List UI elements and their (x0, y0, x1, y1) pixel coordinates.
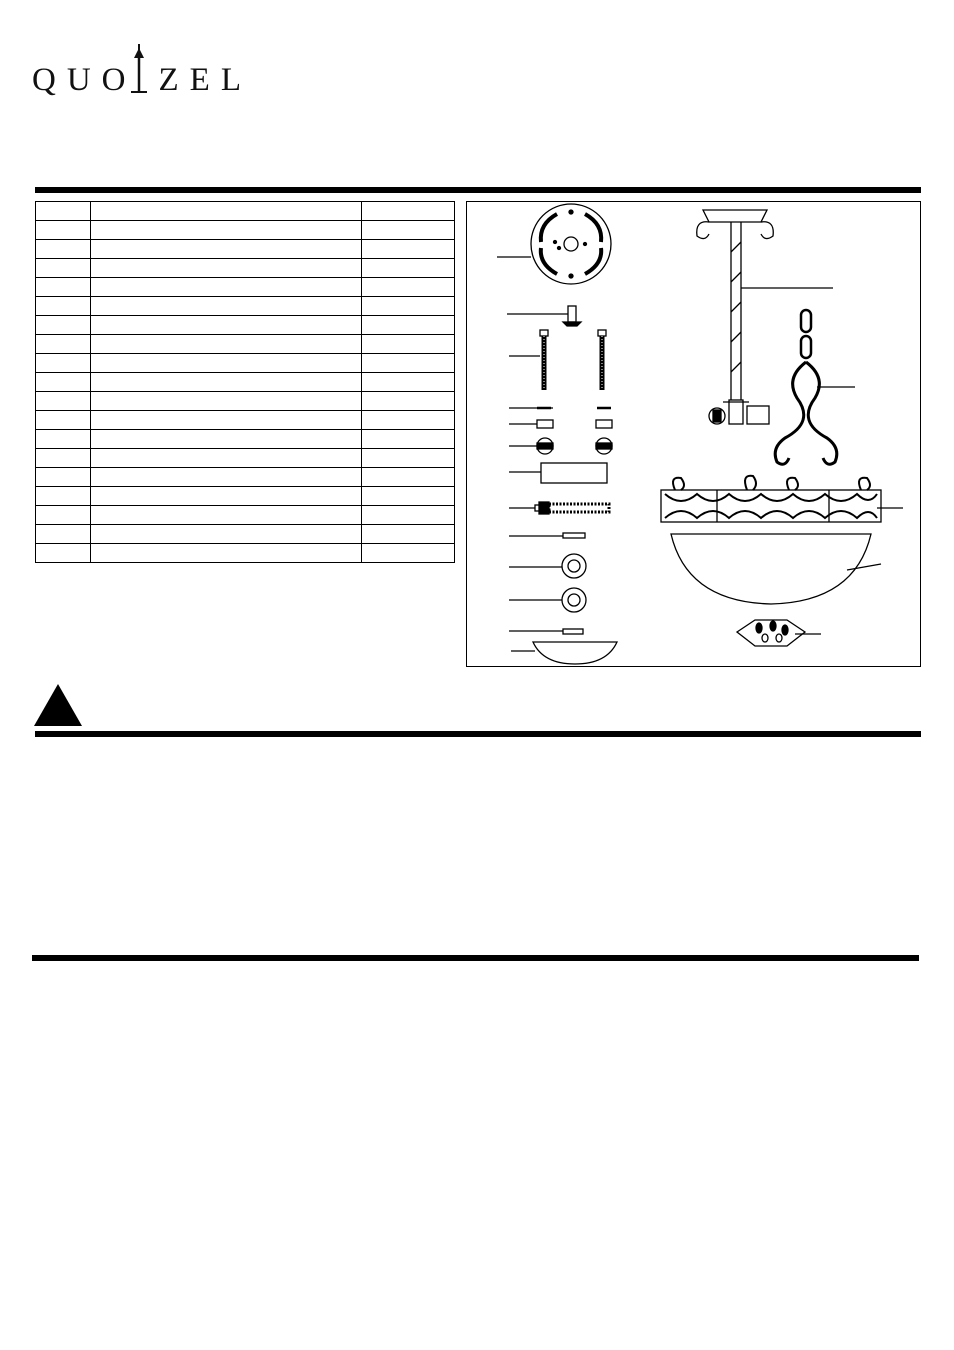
table-cell (36, 259, 91, 278)
table-cell (91, 316, 362, 335)
table-cell (362, 259, 455, 278)
table-cell (91, 392, 362, 411)
table-cell (91, 240, 362, 259)
table-row (36, 221, 455, 240)
table-row (36, 487, 455, 506)
table-cell (91, 430, 362, 449)
table-cell (36, 221, 91, 240)
table-row (36, 392, 455, 411)
table-cell (362, 487, 455, 506)
table-cell (362, 544, 455, 563)
table-cell (362, 297, 455, 316)
table-cell (362, 278, 455, 297)
top-rule (35, 187, 921, 193)
parts-table (35, 201, 455, 563)
table-cell (362, 316, 455, 335)
parts-diagram (466, 201, 921, 667)
bottom-rule (32, 955, 919, 961)
table-row (36, 506, 455, 525)
table-cell (362, 506, 455, 525)
table-row (36, 278, 455, 297)
table-cell (362, 373, 455, 392)
table-cell (91, 544, 362, 563)
brand-logo: QUO ZEL (30, 40, 240, 100)
table-cell (36, 525, 91, 544)
table-row (36, 316, 455, 335)
table-cell (36, 354, 91, 373)
table-cell (362, 240, 455, 259)
table-cell (91, 297, 362, 316)
table-row (36, 373, 455, 392)
table-cell (91, 202, 362, 221)
table-row (36, 335, 455, 354)
nipple-icon (535, 502, 609, 514)
table-cell (362, 392, 455, 411)
table-cell (362, 430, 455, 449)
glass-bowl-icon (671, 534, 871, 604)
table-cell (36, 278, 91, 297)
table-cell (91, 525, 362, 544)
screw-icon (563, 306, 581, 326)
table-cell (91, 335, 362, 354)
table-cell (91, 487, 362, 506)
table-row (36, 449, 455, 468)
parts-table-body (36, 202, 455, 563)
table-cell (36, 468, 91, 487)
table-cell (91, 278, 362, 297)
table-cell (91, 449, 362, 468)
table-row (36, 468, 455, 487)
table-cell (362, 221, 455, 240)
table-cell (91, 354, 362, 373)
wire-nut-icon (537, 438, 612, 454)
warning-triangle-icon (34, 684, 82, 726)
table-cell (362, 468, 455, 487)
table-row (36, 259, 455, 278)
table-cell (36, 202, 91, 221)
table-cell (36, 373, 91, 392)
table-cell (36, 316, 91, 335)
table-cell (362, 449, 455, 468)
table-row (36, 202, 455, 221)
table-cell (36, 240, 91, 259)
table-cell (91, 411, 362, 430)
table-cell (36, 487, 91, 506)
table-cell (36, 449, 91, 468)
mounting-plate-icon (531, 204, 611, 284)
table-row (36, 544, 455, 563)
table-cell (362, 411, 455, 430)
table-cell (36, 392, 91, 411)
table-row (36, 240, 455, 259)
table-cell (91, 259, 362, 278)
table-row (36, 297, 455, 316)
table-cell (91, 373, 362, 392)
table-row (36, 525, 455, 544)
table-cell (362, 354, 455, 373)
table-cell (91, 506, 362, 525)
table-row (36, 411, 455, 430)
table-cell (36, 411, 91, 430)
table-row (36, 354, 455, 373)
table-cell (36, 430, 91, 449)
finial-icon (737, 620, 805, 646)
table-cell (91, 221, 362, 240)
table-cell (362, 202, 455, 221)
table-row (36, 430, 455, 449)
mounting-screw-icon (540, 330, 606, 390)
table-cell (36, 297, 91, 316)
table-cell (36, 544, 91, 563)
middle-rule (35, 731, 921, 737)
table-cell (91, 468, 362, 487)
table-cell (36, 335, 91, 354)
table-cell (362, 525, 455, 544)
table-cell (36, 506, 91, 525)
table-cell (362, 335, 455, 354)
